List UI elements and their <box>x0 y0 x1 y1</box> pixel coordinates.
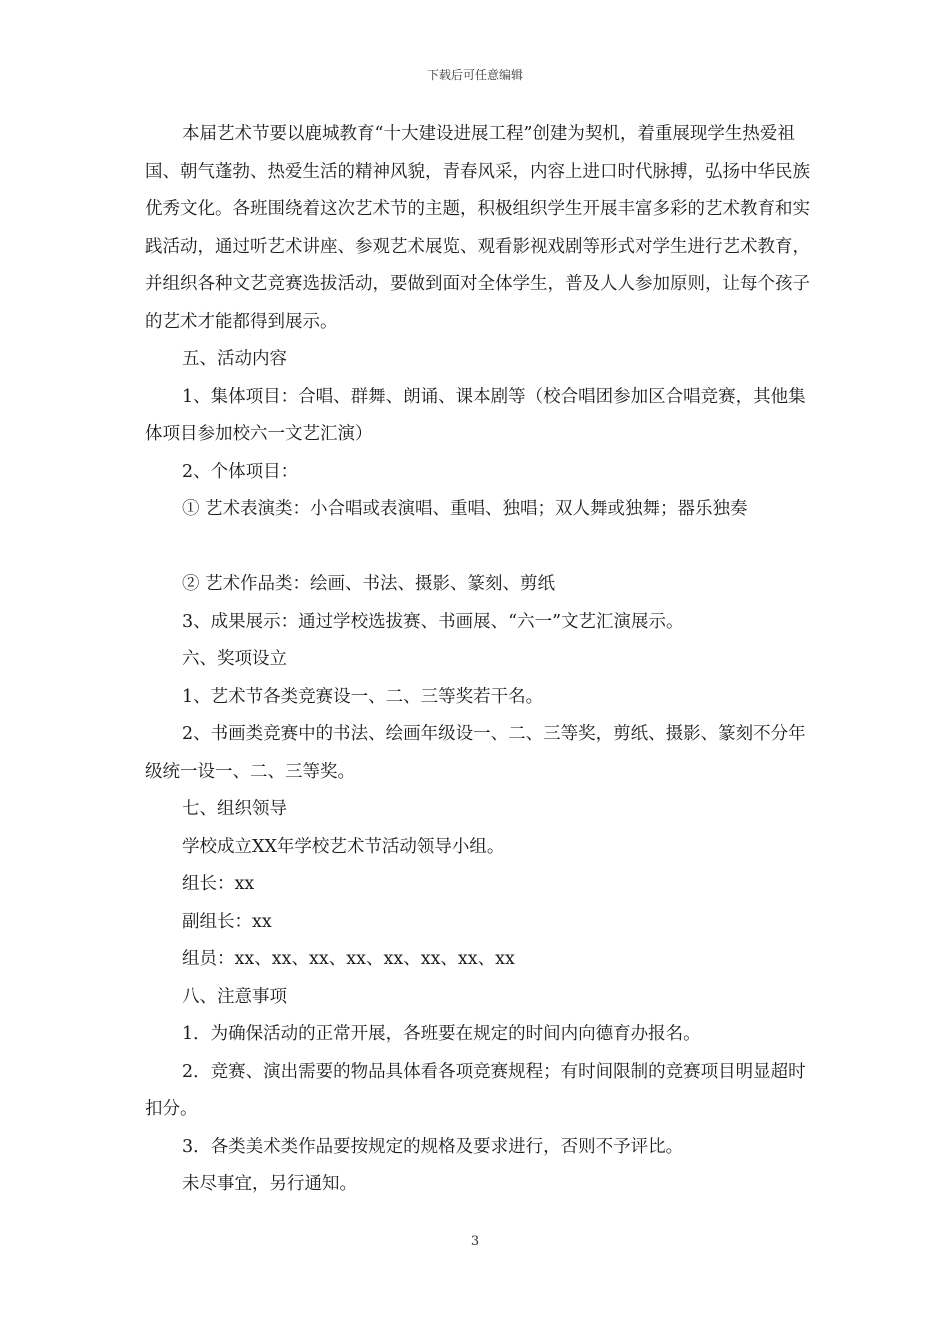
closing-line: 未尽事宜，另行通知。 <box>182 1174 357 1194</box>
section-heading-awards: 六、奖项设立 <box>182 649 287 669</box>
list-item: 1．为确保活动的正常开展，各班要在规定的时间内向德育办报名。 <box>182 1024 701 1044</box>
document-body <box>145 116 810 1204</box>
list-item: 学校成立XX年学校艺术节活动领导小组。 <box>182 836 505 857</box>
page-header-note: 下载后可任意编辑 <box>426 68 523 82</box>
list-item: 3．各类美术类作品要按规定的规格及要求进行，否则不予评比。 <box>182 1136 684 1157</box>
section-heading-notes: 八、注意事项 <box>182 986 287 1007</box>
list-item: 2．竞赛、演出需要的物品具体看各项竞赛规程；有时间限制的竞赛项目明显超时扣分。 <box>145 1061 806 1119</box>
list-item: 2、个体项目： <box>182 461 299 482</box>
list-item: ① 艺术表演类：小合唱或表演唱、重唱、独唱；双人舞或独舞；器乐独奏 <box>182 499 748 519</box>
list-item: 3、成果展示：通过学校选拔赛、书画展、“六一”文艺汇演展示。 <box>182 611 684 632</box>
list-item: 1、集体项目：合唱、群舞、朗诵、课本剧等（校合唱团参加区合唱竞赛，其他集体项目参加校六一文艺汇演） <box>145 386 806 444</box>
list-item: 副组长：xx <box>182 911 272 932</box>
list-item: 1、艺术节各类竞赛设一、二、三等奖若干名。 <box>182 686 544 707</box>
section-heading-activities: 五、活动内容 <box>182 349 287 369</box>
blank-line <box>145 529 810 567</box>
page-number: 3 <box>470 1234 480 1249</box>
list-item: 2、书画类竞赛中的书法、绘画年级设一、二、三等奖，剪纸、摄影、篆刻不分年级统一设一、二、三等奖。 <box>145 724 806 782</box>
list-item: 组长：xx <box>182 874 255 894</box>
section-heading-organization: 七、组织领导 <box>182 799 287 819</box>
intro-paragraph: 本届艺术节要以鹿城教育“十大建设进展工程”创建为契机，着重展现学生热爱祖国、朝气蓬勃、热爱生活的精神风貌，青春风采，内容上进口时代脉搏，弘扬中华民族优秀文化。各班围绕着这次艺术节的主题，积极组织学生开展丰富多彩的艺术教育和实践活动，通过听艺术讲座、参观艺术展览、观看影视戏剧等形式对学生进行艺术教育，并组织各种文艺竞赛选拔活动，要做到面对全体学生，普及人人参加原则，让每个孩子的艺术才能都得到展示。 <box>145 124 810 332</box>
list-item: 组员：xx、xx、xx、xx、xx、xx、xx、xx <box>182 949 515 969</box>
list-item: ② 艺术作品类：绘画、书法、摄影、篆刻、剪纸 <box>182 574 556 594</box>
